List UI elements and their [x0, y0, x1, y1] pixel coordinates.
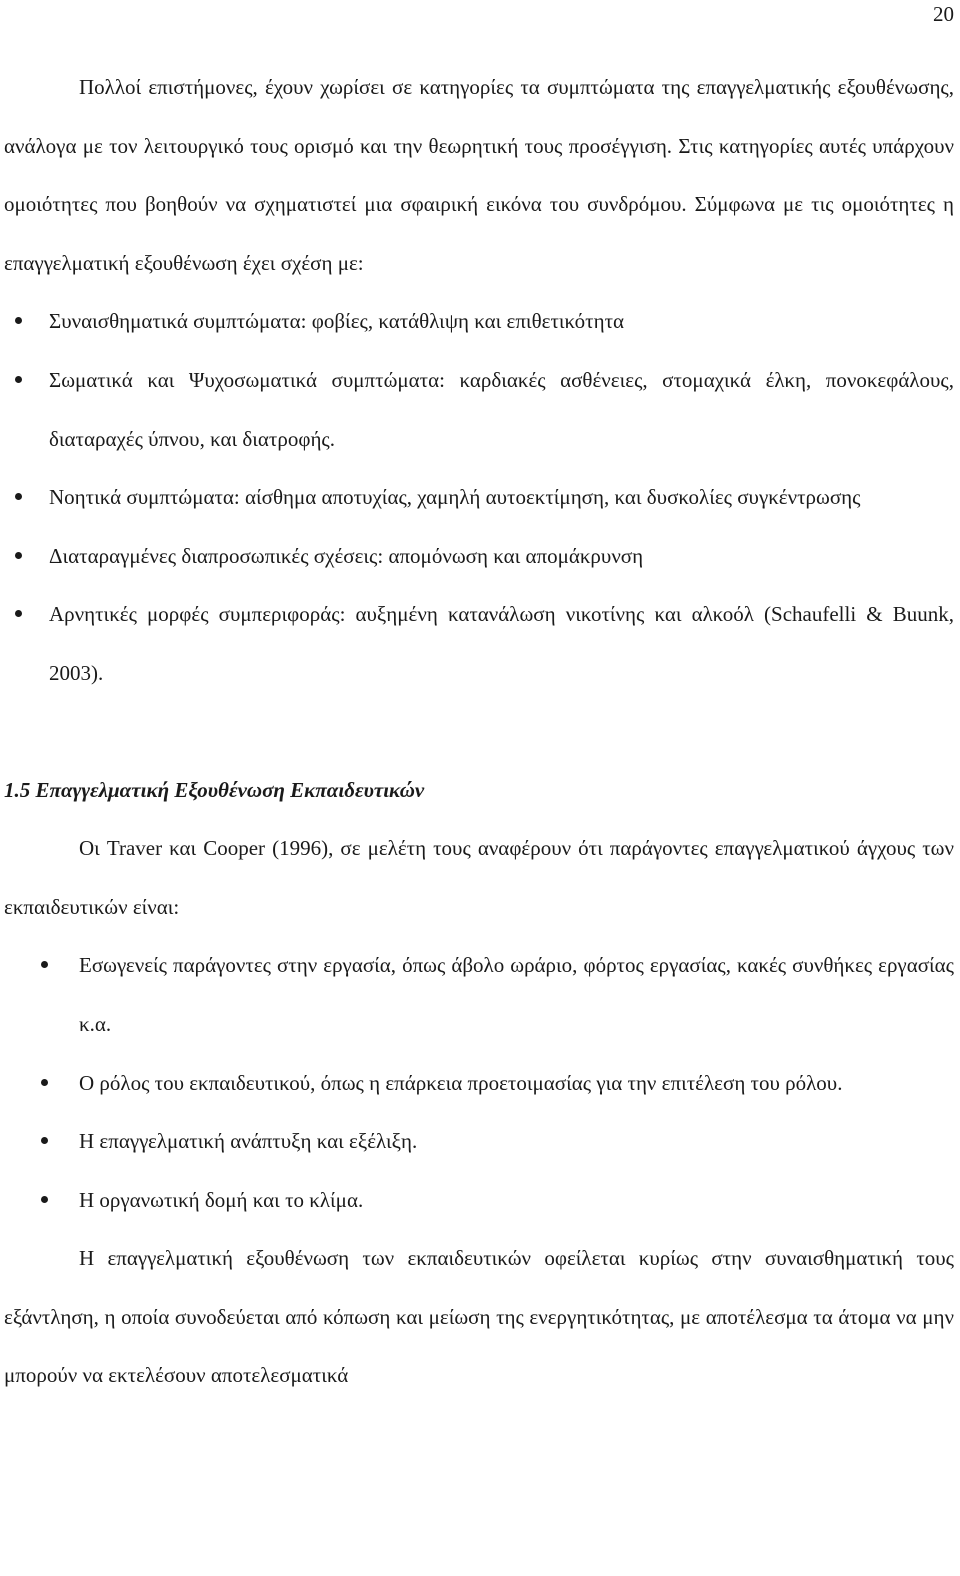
- intro-paragraph: Πολλοί επιστήμονες, έχουν χωρίσει σε κατηγορίες τα συμπτώματα της επαγγελματικής εξουθένωσης, ανάλογα με τον λειτουργικό τους ορισμό και την θεωρητική τους προσέγγιση. Στις κατηγορίες αυτές υπάρχουν ομοιότητες που βοηθούν να σχηματιστεί μια σφαιρική εικόνα του συνδρόμου. Σύμφωνα με τις ομοιότητες η επαγγελματική εξουθένωση έχει σχέση με:: [4, 75, 954, 275]
- list-item: Συναισθηματικά συμπτώματα: φοβίες, κατάθλιψη και επιθετικότητα: [4, 292, 954, 351]
- list-item: Η οργανωτική δομή και το κλίμα.: [4, 1171, 954, 1230]
- page-number: 20: [933, 2, 954, 26]
- list-item: Η επαγγελματική ανάπτυξη και εξέλιξη.: [4, 1112, 954, 1171]
- list-item: Νοητικά συμπτώματα: αίσθημα αποτυχίας, χαμηλή αυτοεκτίμηση, και δυσκολίες συγκέντρωσης: [4, 468, 954, 527]
- section-heading: 1.5 Επαγγελματική Εξουθένωση Εκπαιδευτικών: [4, 777, 425, 802]
- section-spacer: [4, 703, 954, 761]
- list-item: Σωματικά και Ψυχοσωματικά συμπτώματα: καρδιακές ασθένειες, στομαχικά έλκη, πονοκεφάλους, διαταραχές ύπνου, και διατροφής.: [4, 351, 954, 468]
- list-item: Ο ρόλος του εκπαιδευτικού, όπως η επάρκεια προετοιμασίας για την επιτέλεση του ρόλου.: [4, 1054, 954, 1113]
- list-item: Διαταραγμένες διαπροσωπικές σχέσεις: απομόνωση και απομάκρυνση: [4, 527, 954, 586]
- list-item: Αρνητικές μορφές συμπεριφοράς: αυξημένη κατανάλωση νικοτίνης και αλκοόλ (Schaufelli & Buunk, 2003).: [4, 585, 954, 702]
- document-body: [4, 58, 954, 1405]
- stress-factors-paragraph: Οι Traver και Cooper (1996), σε μελέτη τους αναφέρουν ότι παράγοντες επαγγελματικού άγχους των εκπαιδευτικών είναι:: [4, 836, 954, 919]
- list-item: Εσωγενείς παράγοντες στην εργασία, όπως άβολο ωράριο, φόρτος εργασίας, κακές συνθήκες εργασίας κ.α.: [4, 936, 954, 1053]
- burnout-paragraph: Η επαγγελματική εξουθένωση των εκπαιδευτικών οφείλεται κυρίως στην συναισθηματική τους εξάντληση, η οποία συνοδεύεται από κόπωση και μείωση της ενεργητικότητας, με αποτέλεσμα τα άτομα να μην μπορούν να εκτελέσουν αποτελεσματικά: [4, 1246, 954, 1388]
- symptoms-list: [4, 292, 954, 702]
- factors-list: [4, 936, 954, 1229]
